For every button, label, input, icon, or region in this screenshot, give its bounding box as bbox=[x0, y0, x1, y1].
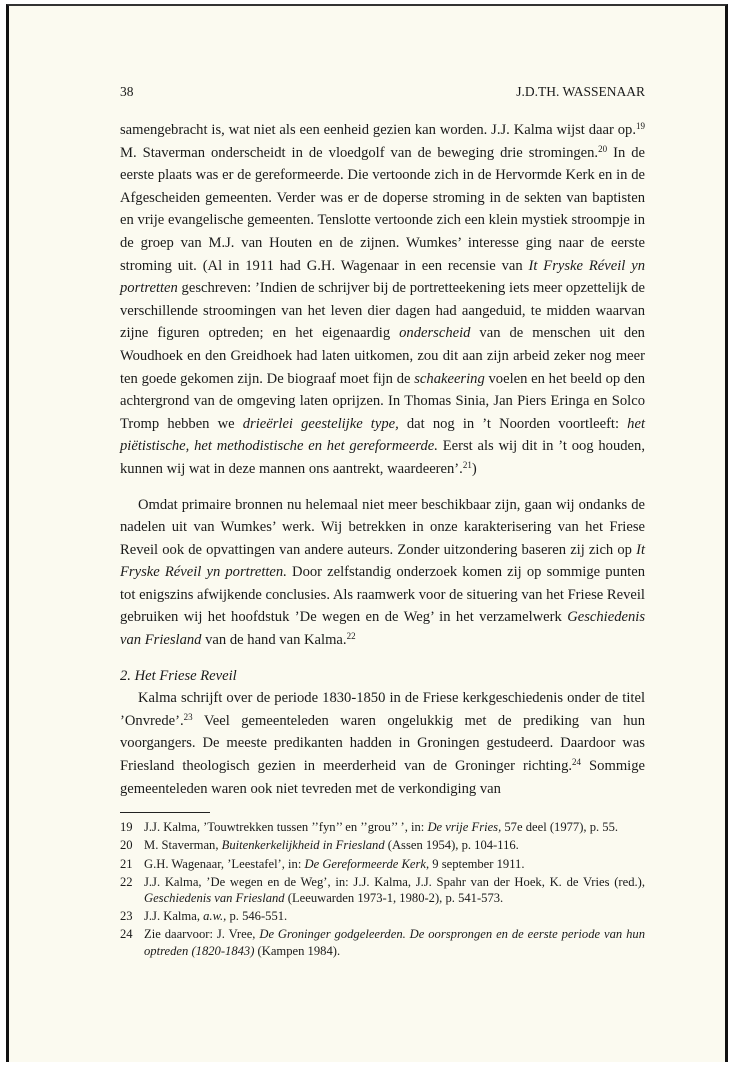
footnote-divider bbox=[120, 812, 210, 813]
citation-title: De Gereformeerde Kerk, bbox=[304, 856, 430, 871]
footnote-text bbox=[144, 908, 645, 924]
text: J.J. Kalma, bbox=[144, 909, 204, 924]
footnote-number: 24 bbox=[120, 927, 133, 942]
text: J.J. Kalma, ’Touwtrekken tussen ’’fyn’’ en ’’grou’’ ’, in: bbox=[144, 820, 428, 835]
footnote-text bbox=[144, 837, 645, 853]
page-content bbox=[120, 82, 645, 961]
citation-title: De vrije Fries, bbox=[427, 820, 502, 835]
footnote-22 bbox=[120, 874, 645, 906]
running-author: J.D.TH. WASSENAAR bbox=[516, 84, 645, 99]
page-number: 38 bbox=[120, 84, 134, 99]
section-heading: 2. Het Friese Reveil bbox=[120, 667, 237, 684]
footnote-number: 22 bbox=[120, 874, 133, 889]
text: Zie daarvoor: J. Vree, bbox=[144, 927, 260, 942]
citation-title: De Groninger godgeleerden. De oorsprongen en de eerste periode van hun optreden (1820-1843) bbox=[144, 927, 645, 958]
text: 57e deel (1977), p. 55. bbox=[501, 820, 619, 835]
text: M. Staverman, bbox=[144, 838, 222, 853]
footnote-ref: 23 bbox=[183, 711, 193, 722]
text: (Kampen 1984). bbox=[254, 943, 341, 958]
footnote-ref: 22 bbox=[346, 631, 356, 642]
citation-title: Geschiedenis van Friesland bbox=[144, 891, 285, 906]
text: geschreven: ’Indien de schrijver bij de portretteekening iets meer opzettelijk de verschillende stroomingen van het leven dier dagen had aangeduid, te midden waarvan zijne figuren optreden; en het eigenaardig bbox=[120, 280, 645, 342]
paragraph-1 bbox=[120, 119, 645, 481]
footnote-ref: 20 bbox=[598, 143, 608, 154]
text: samengebracht is, wat niet als een eenheid gezien kan worden. J.J. Kalma wijst daar op. bbox=[120, 122, 636, 138]
footnote-text bbox=[144, 819, 645, 835]
text: Veel gemeenteleden waren ongelukkig met de prediking van hun voorgangers. De meeste predikanten hadden in Groningen gestudeerd. Daardoor was Friesland theologisch gezien in meerderheid van de Groninger richting. bbox=[120, 712, 645, 775]
text: Eerst als wij dit in ’t oog houden, kunnen wij wat in deze mannen ons aantrekt, waardeeren’. bbox=[120, 438, 645, 477]
footnotes bbox=[120, 819, 645, 959]
emphasis: schakeering bbox=[414, 370, 485, 387]
emphasis: drieërlei geestelijke type, bbox=[242, 415, 399, 432]
footnote-20 bbox=[120, 837, 645, 853]
emphasis: het piëtistische, het methodistische en het gereformeerde. bbox=[120, 415, 646, 455]
footnote-ref: 19 bbox=[636, 121, 645, 131]
text: van de menschen uit den Woudhoek en den Greidhoek had laten uitkomen, zou dit aan zijn arbeid zeker nog meer ten goede gekomen zijn. De biograaf moet fijn de bbox=[120, 325, 645, 387]
paragraph-3 bbox=[120, 687, 645, 800]
footnote-number: 21 bbox=[120, 856, 133, 871]
text: G.H. Wagenaar, ’Leestafel’, in: bbox=[144, 856, 305, 871]
book-title: It Fryske Réveil yn portretten. bbox=[120, 541, 645, 581]
paragraph-2 bbox=[120, 494, 645, 652]
text: voelen en het beeld op den achtergrond van de omgeving laten oprijzen. In Thomas Sinia, Jan Piers Eringa en Solco Tromp hebben we bbox=[120, 370, 645, 432]
text: (Assen 1954), p. 104-116. bbox=[384, 838, 519, 853]
footnote-24 bbox=[120, 926, 645, 958]
text: dat nog in ’t Noorden voortleeft: bbox=[398, 415, 628, 432]
footnote-19 bbox=[120, 819, 645, 835]
text: Kalma schrijft over de periode 1830-1850 in de Friese kerkgeschiedenis onder de titel ’Onvrede’. bbox=[120, 690, 645, 729]
book-title: Geschiedenis van Friesland bbox=[120, 609, 645, 649]
footnote-number: 23 bbox=[120, 909, 133, 924]
page bbox=[6, 4, 728, 1062]
text: (Leeuwarden 1973-1, 1980-2), p. 541-573. bbox=[284, 891, 504, 906]
text: J.J. Kalma, ’De wegen en de Weg’, in: J.J. Kalma, J.J. Spahr van der Hoek, K. de Vries (red.), bbox=[144, 874, 645, 889]
emphasis: onderscheid bbox=[399, 325, 471, 342]
text: ) bbox=[471, 460, 477, 477]
footnote-ref: 21 bbox=[462, 459, 472, 470]
footnote-ref: 24 bbox=[572, 757, 582, 768]
citation-title: a.w., bbox=[203, 909, 227, 924]
footnote-23 bbox=[120, 908, 645, 924]
text: In de eerste plaats was er de gereformeerde. Die vertoonde zich in de Hervormde Kerk en in de Afgescheiden gemeenten. Verder was er de doperse stroming in de sekten van baptisten en vrije evangelische gemeenten. Tenslotte vertoonde zich een klein mystiek stroompje in de groep van M.J. van Houten en de zijnen. Wumkes’ interesse ging naar de eerste stroming uit. (Al in 1911 had G.H. Wagenaar in een recensie van bbox=[120, 144, 645, 274]
footnote-text bbox=[144, 926, 645, 958]
footnote-number: 19 bbox=[120, 820, 133, 835]
text: van de hand van Kalma. bbox=[201, 632, 347, 649]
footnote-text bbox=[144, 874, 645, 906]
text: Omdat primaire bronnen nu helemaal niet meer beschikbaar zijn, gaan wij ondanks de nadelen uit van Wumkes’ werk. Wij betrekken in onze karakterisering van het Friese Reveil ook de opvattingen van andere auteurs. Zonder uitzondering baseren zij zich op bbox=[120, 496, 645, 558]
citation-title: Buitenkerkelijkheid in Friesland bbox=[221, 838, 385, 853]
text: Sommige gemeenteleden waren ook niet tevreden met de verkondiging van bbox=[120, 758, 646, 797]
text: M. Staverman onderscheidt in de vloedgolf van de beweging drie stromingen. bbox=[120, 144, 599, 161]
text: Door zelfstandig onderzoek komen zij op sommige punten tot enigszins afwijkende conclusies. Als raamwerk voor de situering van het Friese Reveil gebruiken wij het hoofdstuk ’De wegen en de Weg’ in het verzamelwerk bbox=[120, 564, 645, 626]
running-header bbox=[120, 82, 645, 102]
footnote-21 bbox=[120, 856, 645, 872]
text: 9 september 1911. bbox=[429, 856, 525, 871]
book-title: It Fryske Réveil yn portretten bbox=[120, 257, 645, 297]
text: p. 546-551. bbox=[226, 909, 288, 924]
footnote-number: 20 bbox=[120, 838, 133, 853]
footnote-text bbox=[144, 856, 645, 872]
